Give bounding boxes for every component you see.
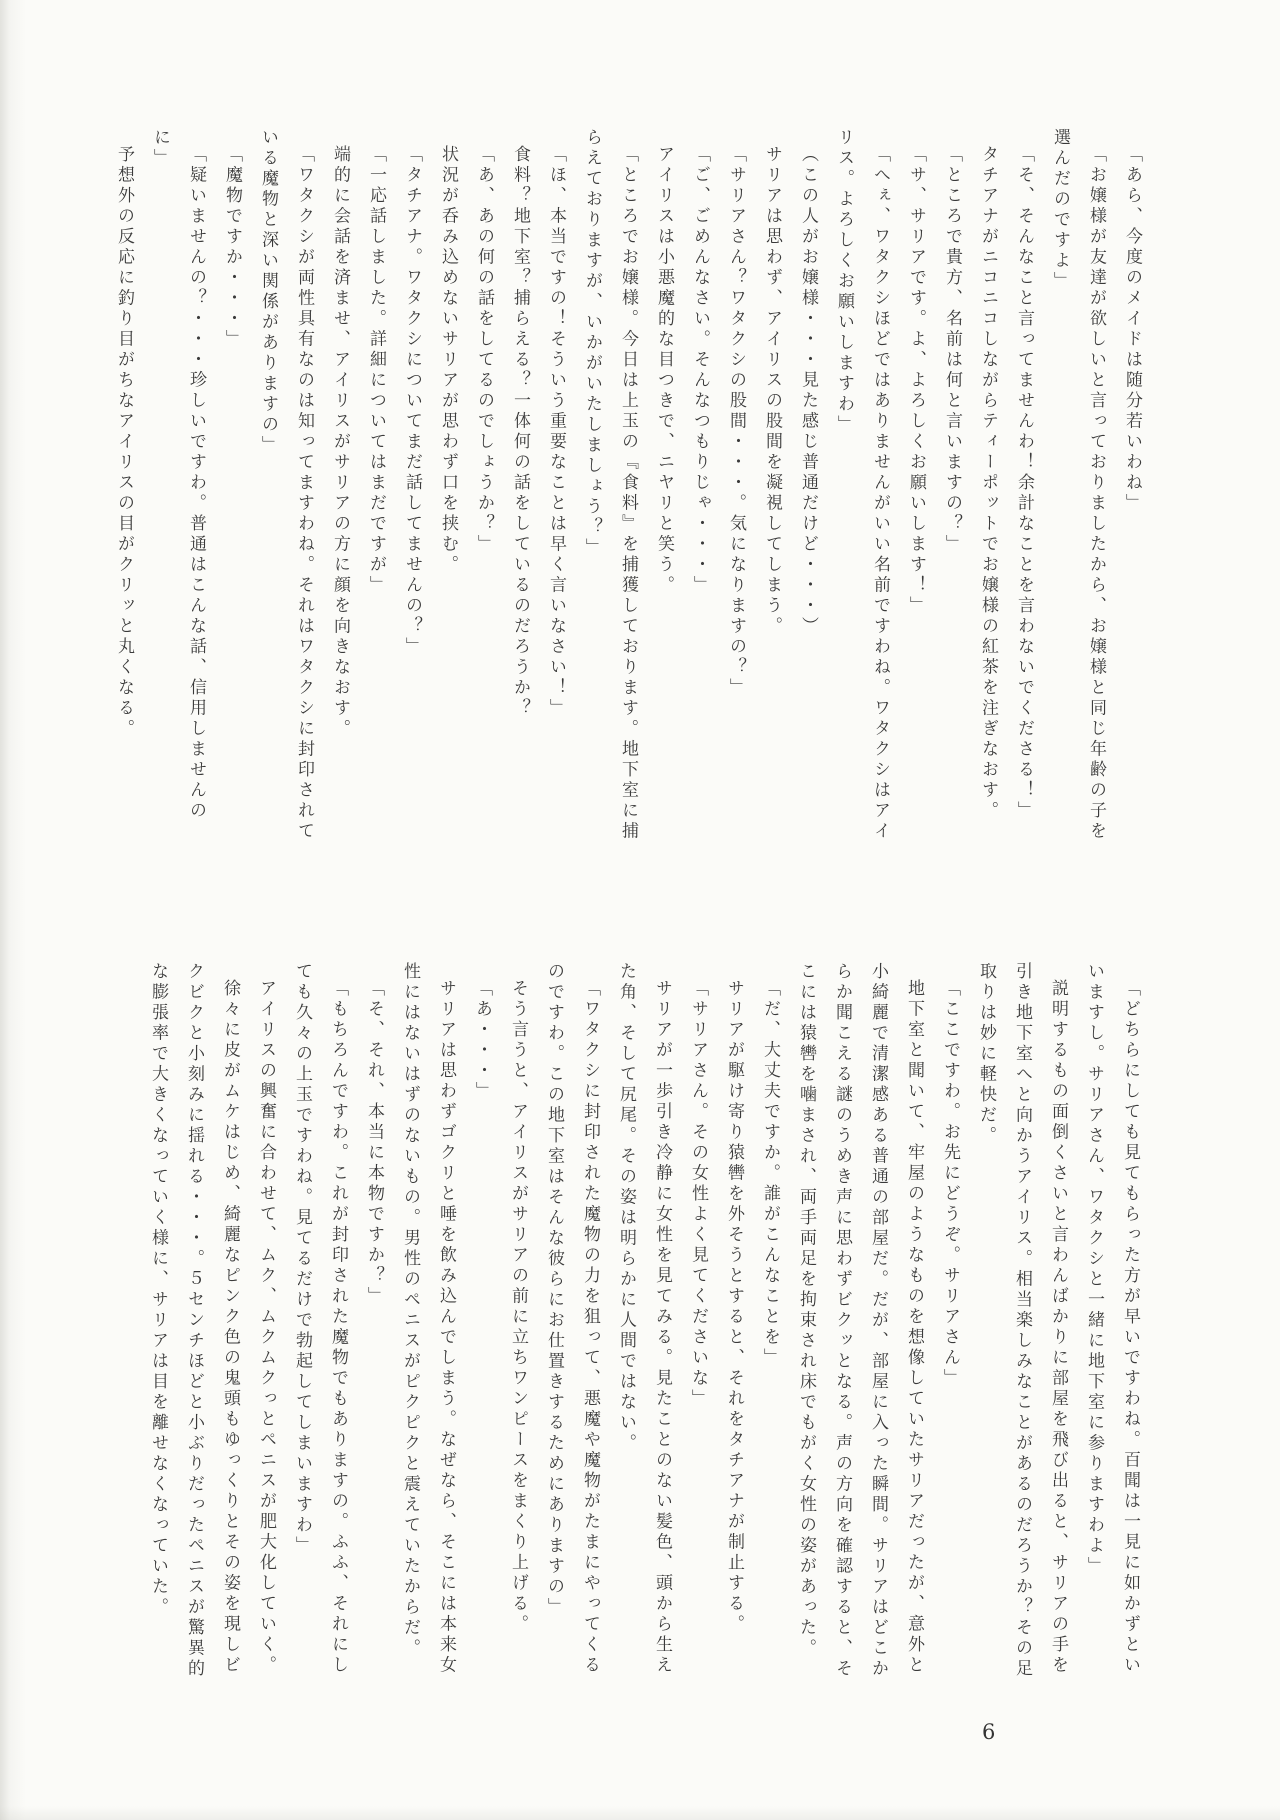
paragraph: 「サリアさん？ワタクシの股間・・・。気になりますの？」: [726, 145, 746, 699]
paragraph: 「お嬢様が友達が欲しいと言っておりましたから、お嬢様と同じ年齢の子を選んだのですよ」: [1050, 128, 1106, 842]
paragraph: 「サ、サリアです。よ、よろしくお願いします！」: [906, 145, 926, 617]
paragraph: 「ほ、本当ですの！そういう重要なことは早く言いなさい！」: [546, 145, 566, 719]
paragraph: 「あ、あの何の話をしてるのでしょうか？」: [474, 145, 494, 555]
paragraph: 説明するもの面倒くさいと言わんばかりに部屋を飛び出ると、サリアの手を引き地下室へと向かうアイリス。相当楽しみなことがあるのだろうか？その足取りは妙に軽快だ。: [976, 962, 1068, 1680]
paragraph: 「そ、それ、本当に本物ですか？」: [364, 979, 384, 1307]
paragraph: アイリスは小悪魔的な目つきで、ニヤリと笑う。: [654, 145, 674, 596]
paragraph: 食料？地下室？捕らえる？一体何の話をしているのだろうか？: [510, 145, 530, 719]
paragraph: 徐々に皮がムケはじめ、綺麗なピンク色の鬼頭もゆっくりとその姿を現しビクビクと小刻みに揺れる・・・。５センチほどと小ぶりだったペニスが驚異的な膨張率で大きくなっていく様に、サリアは目を離せなくなっていた。: [148, 962, 240, 1680]
paragraph: 「疑いませんの？・・・珍しいですわ。普通はこんな話、信用しませんのに」: [150, 128, 206, 822]
paragraph: 「だ、大丈夫ですか。誰がこんなことを」: [760, 979, 780, 1369]
paragraph: 「ところでお嬢様。今日は上玉の『食料』を捕獲しております。地下室に捕らえておりますが、いかがいたしましょう？」: [582, 128, 638, 842]
paragraph: 「タチアナ。ワタクシについてまだ話してませんの？」: [402, 145, 422, 658]
paragraph: サリアは思わずゴクリと唾を飲み込んでしまう。なぜなら、そこには本来女性にはないはずのないもの。男性のペニスがピクピクと震えていたからだ。: [400, 962, 456, 1676]
paragraph: 「ワタクシが両性具有なのは知ってますわね。それはワタクシに封印されている魔物と深い関係がありますの」: [258, 128, 314, 842]
paragraph: 「そ、そんなこと言ってませんわ！余計なことを言わないでくださる！」: [1014, 145, 1034, 822]
paragraph: 「あら、今度のメイドは随分若いわね」: [1122, 145, 1142, 514]
paragraph: （この人がお嬢様・・・見た感じ普通だけど・・・）: [798, 145, 818, 637]
paragraph: 「ここですわ。お先にどうぞ。サリアさん」: [940, 979, 960, 1389]
paragraph: サリアが駆け寄り猿轡を外そうとすると、それをタチアナが制止する。: [724, 979, 744, 1635]
paragraph: 「どちらにしても見てもらった方が早いですわね。百聞は一見に如かずといいますし。サリアさん、ワタクシと一緒に地下室に参りますわよ」: [1084, 962, 1140, 1676]
paragraph: そう言うと、アイリスがサリアの前に立ちワンピースをまくり上げる。: [508, 979, 528, 1635]
text-block-top: [106, 128, 1150, 852]
paragraph: 「サリアさん。その女性よく見てくださいな」: [688, 979, 708, 1410]
page-number: 6: [982, 1720, 996, 1744]
paragraph: タチアナがニコニコしながらティーポットでお嬢様の紅茶を注ぎなおす。: [978, 145, 998, 822]
paragraph: 「魔物ですか・・・」: [222, 145, 242, 350]
paragraph: 「ワタクシに封印された魔物の力を狙って、悪魔や魔物がたまにやってくるのですわ。この地下室はそんな彼らにお仕置きするためにありますの」: [544, 962, 600, 1676]
paragraph: 「ところで貴方、名前は何と言いますの？」: [942, 145, 962, 555]
paragraph: 「一応話しました。詳細についてはまだですが」: [366, 145, 386, 596]
paragraph: 地下室と聞いて、牢屋のようなものを想像していたサリアだったが、意外と小綺麗で清潔感ある普通の部屋だ。だが、部屋に入った瞬間。サリアはどこからか聞こえる謎のうめき声に思わずビクッとなる。声の方向を確認すると、そこには猿轡を噛まされ、両手両足を拘束され床でもがく女性の姿があった。: [796, 962, 924, 1680]
paragraph: 「もちろんですわ。これが封印された魔物でもありますの。ふふ、それにしても久々の上玉ですわね。見てるだけで勃起してしまいますわ」: [292, 962, 348, 1676]
paragraph: 予想外の反応に釣り目がちなアイリスの目がクリッと丸くなる。: [114, 145, 134, 740]
paragraph: サリアが一歩引き冷静に女性を見てみる。見たことのない髪色、頭から生えた角、そして尻尾。その姿は明らかに人間ではない。: [616, 962, 672, 1676]
text-block-bottom: [140, 962, 1148, 1686]
paragraph: アイリスの興奮に合わせて、ムク、ムクムクっとペニスが肥大化していく。: [256, 979, 276, 1676]
paragraph: 端的に会話を済ませ、アイリスがサリアの方に顔を向きなおす。: [330, 145, 350, 740]
paragraph: 「ご、ごめんなさい。そんなつもりじゃ・・・」: [690, 145, 710, 596]
paragraph: サリアは思わず、アイリスの股間を凝視してしまう。: [762, 145, 782, 637]
paragraph: 「あ・・・」: [472, 979, 492, 1102]
paragraph: 状況が呑み込めないサリアが思わず口を挟む。: [438, 145, 458, 576]
paragraph: 「へぇ、ワタクシほどではありませんがいい名前ですわね。ワタクシはアイリス。よろしくお願いしますわ」: [834, 128, 890, 842]
